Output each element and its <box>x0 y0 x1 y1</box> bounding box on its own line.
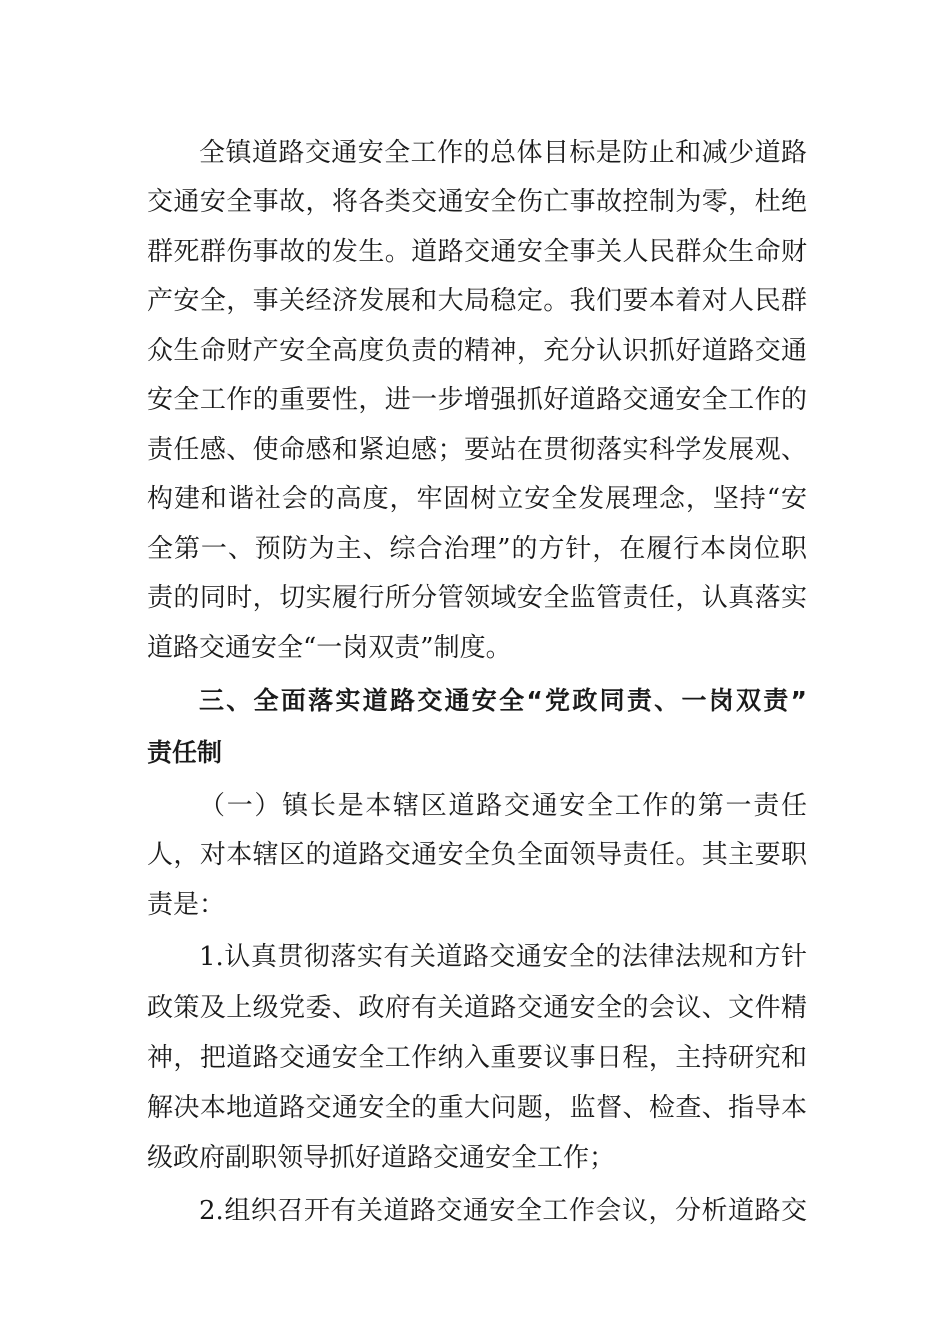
section-heading-line-1: 三、全面落实道路交通安全“党政同责、一岗双责” <box>199 686 807 715</box>
paragraph-2-line-3: 责是： <box>147 890 226 920</box>
paragraph-1-line-8: 构建和谐社会的高度，牢固树立安全发展理念，坚持“安 <box>147 484 807 514</box>
paragraph-1-line-11: 道路交通安全“一岗双责”制度。 <box>147 633 512 663</box>
section-heading-line-2: 责任制 <box>147 738 223 767</box>
paragraph-3-line-3: 神，把道路交通安全工作纳入重要议事日程，主持研究和 <box>147 1043 807 1073</box>
paragraph-1-line-4: 产安全，事关经济发展和大局稳定。我们要本着对人民群 <box>147 286 807 316</box>
paragraph-1-line-2: 交通安全事故，将各类交通安全伤亡事故控制为零，杜绝 <box>147 187 807 217</box>
paragraph-1-line-5: 众生命财产安全高度负责的精神，充分认识抓好道路交通 <box>147 336 807 366</box>
paragraph-1-line-6: 安全工作的重要性，进一步增强抓好道路交通安全工作的 <box>147 385 807 415</box>
paragraph-1-line-9: 全第一、预防为主、综合治理”的方针，在履行本岗位职 <box>147 534 807 564</box>
paragraph-3-line-5: 级政府副职领导抓好道路交通安全工作； <box>147 1143 616 1173</box>
paragraph-1-line-3: 群死群伤事故的发生。道路交通安全事关人民群众生命财 <box>147 237 807 267</box>
paragraph-2-line-1: （一）镇长是本辖区道路交通安全工作的第一责任 <box>199 791 807 821</box>
paragraph-3-line-1: 1.认真贯彻落实有关道路交通安全的法律法规和方针 <box>199 942 807 972</box>
paragraph-1-line-10: 责的同时，切实履行所分管领域安全监管责任，认真落实 <box>147 583 807 613</box>
paragraph-1-line-7: 责任感、使命感和紧迫感；要站在贯彻落实科学发展观、 <box>147 435 807 465</box>
paragraph-4-line-1: 2.组织召开有关道路交通安全工作会议，分析道路交 <box>199 1196 807 1226</box>
paragraph-2-line-2: 人，对本辖区的道路交通安全负全面领导责任。其主要职 <box>147 840 807 870</box>
paragraph-3-line-2: 政策及上级党委、政府有关道路交通安全的会议、文件精 <box>147 993 807 1023</box>
paragraph-1-line-1: 全镇道路交通安全工作的总体目标是防止和减少道路 <box>199 138 807 168</box>
paragraph-3-line-4: 解决本地道路交通安全的重大问题，监督、检查、指导本 <box>147 1093 807 1123</box>
